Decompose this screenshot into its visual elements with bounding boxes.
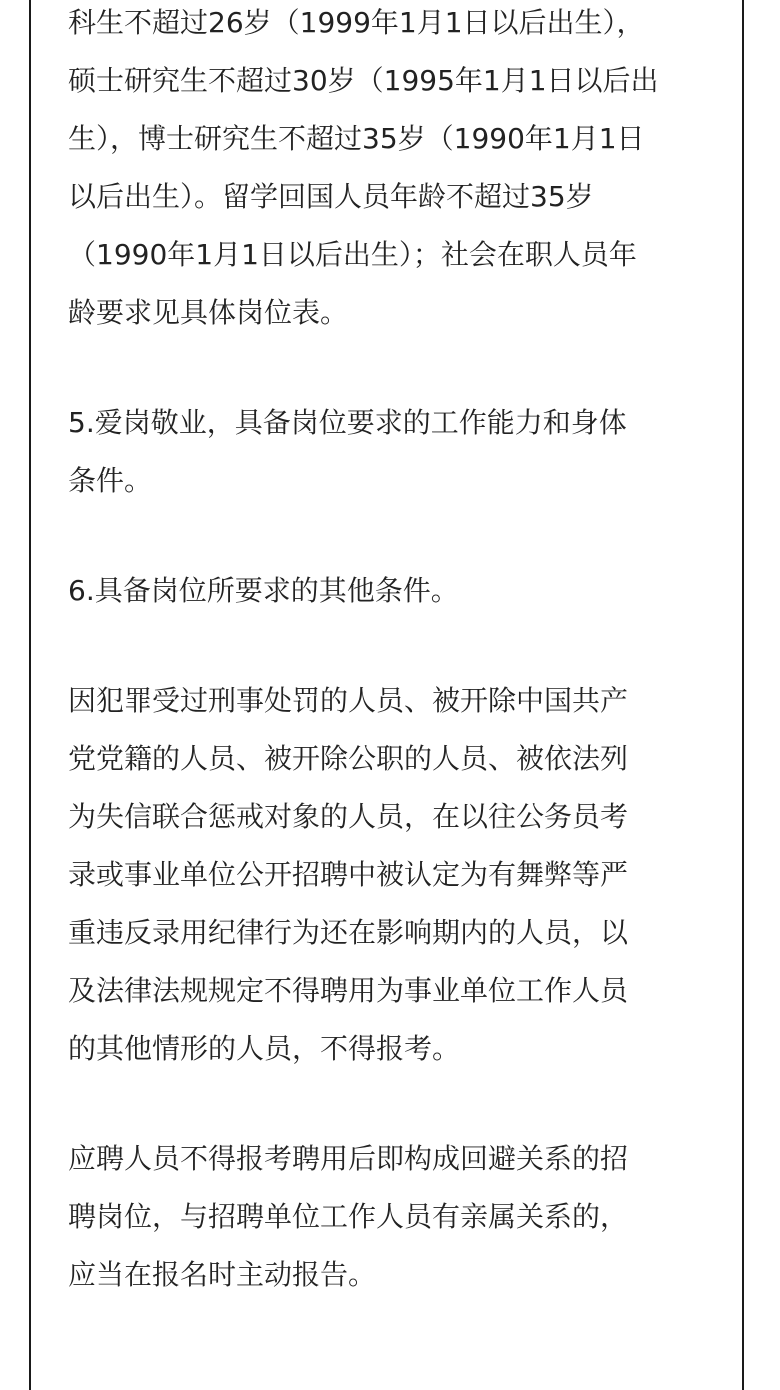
paragraph-requirement-5: 5.爱岗敬业，具备岗位要求的工作能力和身体 条件。: [68, 406, 627, 497]
document-body: [68, 0, 708, 1304]
paragraph-age-requirements: 科生不超过26岁（1999年1月1日以后出生）， 硕士研究生不超过30岁（1995年1月1日以后出 生），博士研究生不超过35岁（1990年1月1日 以后出生）。留学回国人员年龄不超过35岁 （1990年1月1日以后出生）；社会在职人员年 龄要求见具体岗位表。: [68, 6, 659, 329]
paragraph-disqualifications: 因犯罪受过刑事处罚的人员、被开除中国共产 党党籍的人员、被开除公职的人员、被依法列 为失信联合惩戒对象的人员，在以往公务员考 录或事业单位公开招聘中被认定为有舞弊等严 重违反录用纪律行为还在影响期内的人员，以 及法律法规规定不得聘用为事业单位工作人员 的其他情形的人员，不得报考。: [68, 684, 629, 1065]
paragraph-requirement-6: 6.具备岗位所要求的其他条件。: [68, 574, 459, 607]
paragraph-avoidance-relations: 应聘人员不得报考聘用后即构成回避关系的招 聘岗位，与招聘单位工作人员有亲属关系的， 应当在报名时主动报告。: [68, 1142, 629, 1291]
